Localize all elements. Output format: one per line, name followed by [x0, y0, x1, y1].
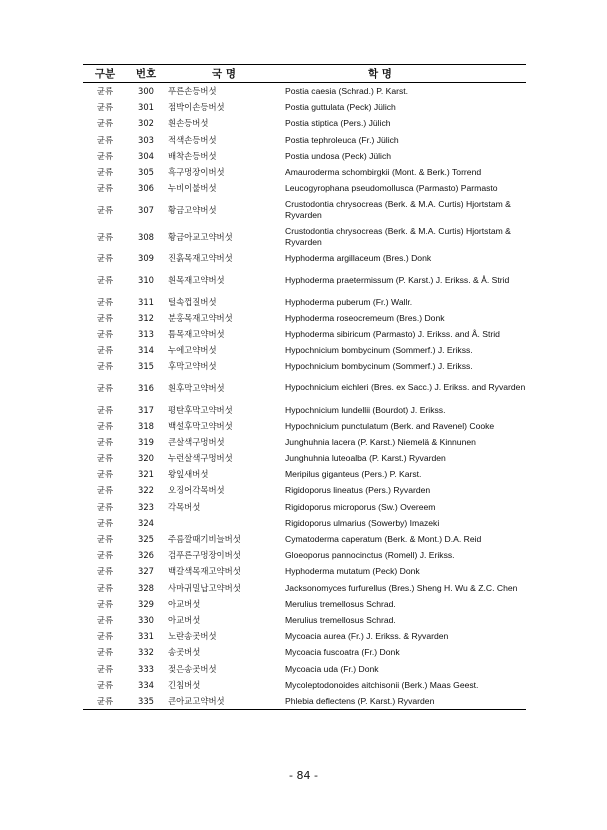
cell-scientific-name: Hypochnicium bombycinum (Sommerf.) J. Erikss.: [285, 361, 473, 372]
cell-scientific-name: Mycoleptodonoides aitchisonii (Berk.) Maas Geest.: [285, 679, 479, 690]
cell-scientific-name: Postia tephroleuca (Fr.) Jülich: [285, 134, 399, 145]
table-row: [83, 677, 526, 693]
cell-group: 균류: [96, 566, 114, 577]
cell-group: 균류: [96, 345, 114, 356]
cell-group: 균류: [96, 501, 114, 512]
cell-number: 321: [138, 469, 154, 480]
cell-number: 305: [138, 167, 154, 178]
cell-korean-name: 긴침버섯: [168, 679, 201, 690]
table-row: [83, 83, 526, 100]
cell-number: 324: [138, 517, 154, 528]
cell-number: 308: [138, 231, 154, 242]
cell-number: 319: [138, 436, 154, 447]
table-body: [83, 83, 526, 710]
cell-scientific-name: Gloeoporus pannocinctus (Romell) J. Erikss.: [285, 550, 455, 561]
cell-scientific-name: Junghuhnia luteoalba (P. Karst.) Ryvarden: [285, 453, 446, 464]
cell-korean-name: [165, 515, 283, 531]
cell-group: 균류: [96, 582, 114, 593]
cell-korean-name: 누런살색구멍버섯: [168, 453, 233, 464]
table-row: [83, 563, 526, 579]
cell-korean-name: 배착손등버섯: [168, 150, 217, 161]
cell-number: 322: [138, 485, 154, 496]
cell-korean-name: 흰손등버섯: [168, 118, 209, 129]
cell-korean-name: 노란송곳버섯: [168, 631, 217, 642]
cell-number: 326: [138, 550, 154, 561]
cell-korean-name: 점박이손등버섯: [168, 102, 225, 113]
cell-scientific-name: Crustodontia chrysocreas (Berk. & M.A. Curtis) Hjortstam & Ryvarden: [285, 198, 511, 220]
cell-group: 균류: [96, 485, 114, 496]
cell-korean-name: 흰후막고약버섯: [168, 382, 225, 393]
cell-korean-name: 젖은송곳버섯: [168, 663, 217, 674]
cell-number: 331: [138, 631, 154, 642]
cell-korean-name: 큰아교고약버섯: [165, 693, 283, 710]
cell-group: 균류: [96, 134, 114, 145]
cell-group: 균류: [96, 679, 114, 690]
table-row: [83, 644, 526, 660]
cell-group: 균류: [96, 312, 114, 323]
cell-number: 325: [138, 534, 154, 545]
table-row: [83, 466, 526, 482]
cell-group: 균류: [96, 647, 114, 658]
cell-number: 334: [138, 679, 154, 690]
header-row: [83, 65, 526, 83]
cell-korean-name: 진흙목재고약버섯: [168, 253, 233, 264]
table-row: [83, 693, 526, 710]
table-row: [83, 482, 526, 498]
cell-scientific-name: Hypochnicium eichleri (Bres. ex Sacc.) J. Erikss. and Ryvarden: [285, 382, 526, 393]
header-scientific-name: 학 명: [283, 65, 526, 83]
cell-scientific-name: Rigidoporus microporus (Sw.) Overeem: [285, 501, 436, 512]
cell-number: 300: [138, 86, 154, 97]
cell-number: 307: [138, 204, 154, 215]
cell-korean-name: 흰목재고약버섯: [168, 275, 225, 285]
cell-scientific-name: Rigidoporus lineatus (Pers.) Ryvarden: [285, 485, 431, 496]
cell-number: 311: [138, 296, 154, 307]
cell-number: 313: [138, 328, 154, 339]
cell-korean-name: 각목버섯: [168, 501, 201, 512]
cell-korean-name: 누에고약버섯: [168, 345, 217, 356]
cell-korean-name: 백설후막고약버섯: [168, 420, 233, 431]
cell-number: 333: [138, 663, 154, 674]
cell-group: 균류: [96, 517, 114, 528]
cell-number: 314: [138, 345, 154, 356]
cell-scientific-name: Postia caesia (Schrad.) P. Karst.: [285, 86, 409, 97]
cell-group: 균류: [96, 404, 114, 415]
cell-number: 301: [138, 102, 154, 113]
cell-group: 균류: [96, 118, 114, 129]
cell-scientific-name: Mycoacia fuscoatra (Fr.) Donk: [285, 647, 400, 658]
table-row: [83, 294, 526, 310]
cell-korean-name: 적색손등버섯: [168, 134, 217, 145]
page-number: - 84 -: [289, 769, 318, 782]
table-row: [83, 342, 526, 358]
cell-scientific-name: Merulius tremellosus Schrad.: [285, 614, 396, 625]
cell-scientific-name: Hyphoderma mutatum (Peck) Donk: [285, 566, 420, 577]
table-row: [83, 115, 526, 131]
cell-number: 316: [138, 382, 154, 393]
cell-number: 306: [138, 183, 154, 194]
cell-number: 315: [138, 361, 154, 372]
cell-scientific-name: Leucogyrophana pseudomollusca (Parmasto) Parmasto: [285, 183, 498, 194]
table-row: [83, 132, 526, 148]
table-row: [83, 164, 526, 180]
cell-korean-name: 황금고약버섯: [168, 204, 217, 215]
cell-group: 균류: [96, 663, 114, 674]
table-header: [83, 65, 526, 83]
cell-korean-name: 푸른손등버섯: [168, 86, 217, 97]
cell-scientific-name: Hypochnicium bombycinum (Sommerf.) J. Erikss.: [285, 345, 473, 356]
cell-scientific-name: Hyphoderma argillaceum (Bres.) Donk: [285, 253, 432, 264]
cell-scientific-name: Crustodontia chrysocreas (Berk. & M.A. Curtis) Hjortstam & Ryvarden: [285, 225, 511, 247]
cell-group: 균류: [96, 231, 114, 242]
species-table: [83, 64, 526, 710]
cell-scientific-name: Mycoacia aurea (Fr.) J. Erikss. & Ryvarden: [285, 631, 449, 642]
cell-group: 균류: [96, 204, 114, 215]
cell-scientific-name: Hyphoderma puberum (Fr.) Wallr.: [285, 296, 413, 307]
cell-korean-name: 아교버섯: [168, 614, 201, 625]
cell-group: 균류: [96, 420, 114, 431]
table-row: [83, 310, 526, 326]
cell-number: 320: [138, 453, 154, 464]
cell-scientific-name: Hyphoderma praetermissum (P. Karst.) J. Erikss. & Å. Strid: [285, 274, 510, 285]
cell-scientific-name: Hyphoderma roseocremeum (Bres.) Donk: [285, 312, 445, 323]
cell-korean-name: 황금아교고약버섯: [168, 231, 233, 242]
table-row: [83, 196, 526, 223]
table-row: [83, 99, 526, 115]
table-row: [83, 531, 526, 547]
cell-korean-name: 검푸른구멍장이버섯: [168, 550, 241, 561]
cell-scientific-name: Phlebia deflectens (P. Karst.) Ryvarden: [283, 693, 526, 710]
table-row: [83, 223, 526, 250]
table-row: [83, 515, 526, 531]
cell-scientific-name: Rigidoporus ulmarius (Sowerby) Imazeki: [285, 517, 440, 528]
cell-korean-name: 왕잎새버섯: [168, 469, 209, 480]
cell-korean-name: 송곳버섯: [168, 647, 201, 658]
cell-korean-name: 사마귀밀납고약버섯: [168, 582, 241, 593]
table-row: [83, 374, 526, 401]
table-row: [83, 596, 526, 612]
cell-scientific-name: Mycoacia uda (Fr.) Donk: [285, 663, 379, 674]
cell-group: 균류: [96, 361, 114, 372]
table-row: [83, 434, 526, 450]
cell-group: 균류: [96, 631, 114, 642]
cell-group: 균류: [96, 453, 114, 464]
cell-group: 균류: [96, 167, 114, 178]
cell-number: 318: [138, 420, 154, 431]
cell-scientific-name: Amauroderma schombirgkii (Mont. & Berk.) Torrend: [285, 167, 482, 178]
cell-korean-name: 누비이불버섯: [168, 183, 217, 194]
cell-scientific-name: Merulius tremellosus Schrad.: [285, 598, 396, 609]
table-row: [83, 358, 526, 374]
table-row: [83, 450, 526, 466]
table-row: [83, 660, 526, 676]
header-korean-name: 국 명: [165, 65, 283, 83]
cell-group: 균류: [96, 328, 114, 339]
cell-group: 균류: [96, 598, 114, 609]
cell-group: 균류: [96, 150, 114, 161]
cell-number: 309: [138, 253, 154, 264]
cell-korean-name: 후막고약버섯: [168, 361, 217, 372]
table-row: [83, 250, 526, 266]
table-row: [83, 148, 526, 164]
cell-group: 균류: [96, 534, 114, 545]
cell-korean-name: 털속껍질버섯: [168, 296, 217, 307]
cell-number: 310: [138, 275, 154, 285]
cell-number: 329: [138, 598, 154, 609]
cell-group: 균류: [96, 469, 114, 480]
header-group: 구분: [83, 65, 127, 83]
cell-group: 균류: [96, 86, 114, 97]
cell-number: 323: [138, 501, 154, 512]
cell-number: 302: [138, 118, 154, 129]
cell-scientific-name: Cymatoderma caperatum (Berk. & Mont.) D.A. Reid: [285, 534, 482, 545]
cell-scientific-name: Postia undosa (Peck) Jülich: [285, 150, 392, 161]
cell-korean-name: 분홍목재고약버섯: [168, 312, 233, 323]
cell-number: 330: [138, 614, 154, 625]
cell-korean-name: 흑구멍장이버섯: [168, 167, 225, 178]
cell-scientific-name: Postia guttulata (Peck) Jülich: [285, 102, 396, 113]
cell-group: 균류: [96, 550, 114, 561]
table-row: [83, 401, 526, 417]
cell-number: 304: [138, 150, 154, 161]
table-row: [83, 580, 526, 596]
cell-number: 327: [138, 566, 154, 577]
table-row: [83, 180, 526, 196]
cell-scientific-name: Hypochnicium punctulatum (Berk. and Ravenel) Cooke: [285, 420, 495, 431]
table-row: [83, 326, 526, 342]
table-row: [83, 418, 526, 434]
cell-scientific-name: Postia stiptica (Pers.) Jülich: [285, 118, 391, 129]
cell-group: 균류: [96, 296, 114, 307]
cell-number: 328: [138, 582, 154, 593]
cell-group: 균류: [96, 436, 114, 447]
cell-korean-name: 백갈색목재고약버섯: [168, 566, 241, 577]
cell-korean-name: 아교버섯: [168, 598, 201, 609]
cell-korean-name: 오징어각목버섯: [168, 485, 225, 496]
cell-scientific-name: Hypochnicium lundellii (Bourdot) J. Erikss.: [285, 404, 446, 415]
cell-korean-name: 틈목재고약버섯: [168, 328, 225, 339]
cell-scientific-name: Hyphoderma sibiricum (Parmasto) J. Erikss. and Å. Strid: [285, 328, 500, 339]
table-row: [83, 499, 526, 515]
cell-scientific-name: Jacksonomyces furfurellus (Bres.) Sheng H. Wu & Z.C. Chen: [285, 582, 518, 593]
cell-group: 균류: [96, 275, 114, 285]
header-number: 번호: [127, 65, 165, 83]
cell-group: 균류: [96, 382, 114, 393]
cell-group: 균류: [96, 102, 114, 113]
cell-number: 317: [138, 404, 154, 415]
cell-group: 균류: [96, 614, 114, 625]
table-row: [83, 547, 526, 563]
cell-number: 303: [138, 134, 154, 145]
cell-korean-name: 큰살색구멍버섯: [168, 436, 225, 447]
cell-number: 312: [138, 312, 154, 323]
cell-korean-name: 주름깔때기비늘버섯: [168, 534, 241, 545]
cell-group: 균류: [83, 693, 127, 710]
cell-korean-name: 평탄후막고약버섯: [168, 404, 233, 415]
cell-scientific-name: Junghuhnia lacera (P. Karst.) Niemelä & Kinnunen: [285, 436, 476, 447]
table-row: [83, 267, 526, 294]
table-row: [83, 628, 526, 644]
table-row: [83, 612, 526, 628]
cell-group: 균류: [96, 183, 114, 194]
cell-number: 335: [127, 693, 165, 710]
cell-number: 332: [138, 647, 154, 658]
cell-scientific-name: Meripilus giganteus (Pers.) P. Karst.: [285, 469, 422, 480]
cell-group: 균류: [96, 253, 114, 264]
